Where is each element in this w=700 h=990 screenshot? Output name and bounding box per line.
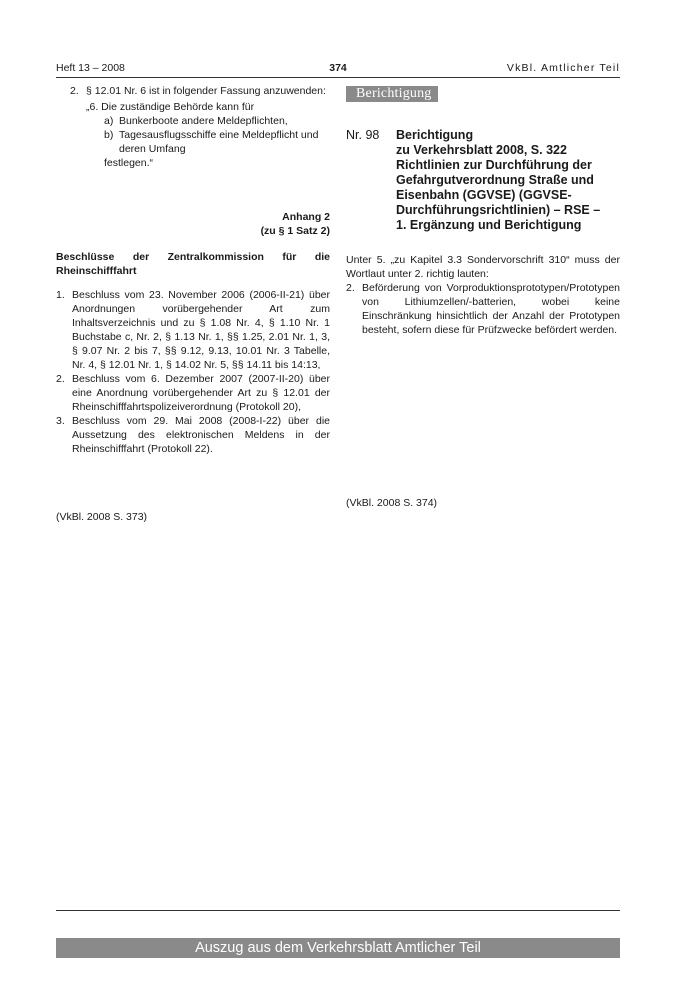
list-item-text: Beschluss vom 6. Dezember 2007 (2007-II-20) über eine Anordnung vorübergehender Art zu § 12.01 der Rheinschifffahrtspolizeiverordnung (Protokoll 20),: [72, 373, 330, 413]
header-divider: [56, 77, 620, 78]
list-item-text: Beschluss vom 29. Mai 2008 (2008-I-22) über die Aussetzung des elektronischen Meldens in der Rheinschifffahrt (Protokoll 22).: [72, 415, 330, 455]
correction-item: [346, 281, 620, 337]
list-item: [56, 414, 330, 456]
list-item-number: 1.: [56, 289, 65, 301]
list-item-number: 2.: [56, 373, 65, 385]
footer-banner: Auszug aus dem Verkehrsblatt Amtlicher Teil: [56, 938, 620, 958]
section-banner: Berichtigung: [346, 86, 438, 102]
anhang-title: Anhang 2: [282, 211, 330, 223]
quote-intro: „6. Die zuständige Behörde kann für: [86, 101, 255, 113]
beschluesse-heading: Beschlüsse der Zentralkommission für die Rheinschifffahrt: [56, 251, 330, 277]
left-column: [56, 84, 330, 524]
notice-title-line: Gefahrgutverordnung Straße und: [396, 173, 594, 187]
citation-right: (VkBl. 2008 S. 374): [346, 497, 438, 509]
list-item-text: Beschluss vom 23. November 2006 (2006-II-21) über Anordnungen vorübergehender Art zum Inhaltsverzeichnis und zu § 1.08 Nr. 4, § 1.10 Nr. 1 Buchstabe c, Nr. 2, § 1.13 Nr. 1, §§ 1.25, 2.01 Nr. 1, 3, § 9.07 Nr. 2 bis 7, §§ 9.12, 9.13, 10.01 Nr. 3 Tabelle, Nr. 4, § 12.01 Nr. 1, § 14.02 Nr. 5, §§ 14.11 bis 14:13,: [72, 289, 330, 371]
quote-end: festlegen.“: [104, 157, 154, 169]
amendment-item-2: [56, 84, 330, 98]
notice-title-line: zu Verkehrsblatt 2008, S. 322: [396, 143, 567, 157]
amendment-item-number: 2.: [70, 85, 79, 97]
right-column: [346, 84, 620, 509]
quote-sub-a: [86, 114, 330, 128]
correction-intro: Unter 5. „zu Kapitel 3.3 Sondervorschrift 310“ muss der Wortlaut unter 2. richtig lauten:: [346, 254, 620, 280]
amendment-item-text: § 12.01 Nr. 6 ist in folgender Fassung anzuwenden:: [86, 85, 326, 97]
notice-title-line: Berichtigung: [396, 128, 474, 142]
page-number: 374: [329, 62, 347, 74]
notice-title-line: Richtlinien zur Durchführung der: [396, 158, 592, 172]
journal-title: VkBl. Amtlicher Teil: [506, 62, 620, 74]
notice-title-line: 1. Ergänzung und Berichtigung: [396, 218, 582, 232]
anhang-reference: (zu § 1 Satz 2): [260, 225, 330, 237]
quote-sub-a-letter: a): [104, 115, 114, 127]
list-item: [56, 372, 330, 414]
footer-divider: [56, 910, 620, 911]
notice-title: [396, 128, 620, 233]
correction-item-number: 2.: [346, 282, 355, 294]
anhang-heading: [56, 210, 330, 238]
list-item: [56, 288, 330, 372]
quoted-provision: [56, 100, 330, 170]
correction-item-text: Beförderung von Vorproduktionsprototypen/Prototypen von Lithiumzellen/-batterien, wobei keine Einschränkung hinsichtlich der Anzahl der Prototypen besteht, sofern diese für Prüfzwecke befördert werden.: [362, 282, 620, 336]
quote-sub-b-letter: b): [104, 129, 114, 141]
issue-label: Heft 13 – 2008: [56, 62, 125, 74]
page-header: [56, 62, 620, 78]
beschluesse-list: [56, 288, 330, 456]
list-item-number: 3.: [56, 415, 65, 427]
notice-number: Nr. 98: [346, 128, 380, 142]
quote-sub-b: [86, 128, 330, 156]
notice-title-line: Eisenbahn (GGVSE) (GGVSE-: [396, 188, 572, 202]
quote-sub-a-text: Bunkerboote andere Meldepflichten,: [119, 115, 288, 127]
notice-heading: [346, 128, 620, 233]
citation-left: (VkBl. 2008 S. 373): [56, 511, 148, 523]
notice-title-line: Durchführungsrichtlinien) – RSE –: [396, 203, 601, 217]
quote-sub-b-text: Tagesausflugsschiffe eine Meldepflicht und deren Umfang: [119, 129, 319, 155]
